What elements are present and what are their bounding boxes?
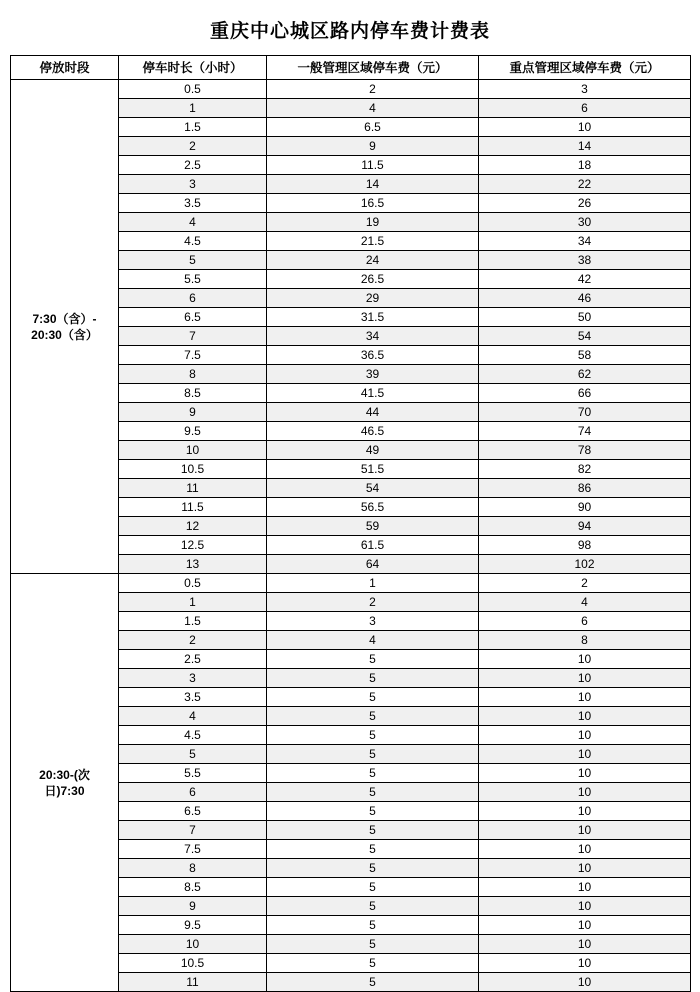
duration-cell: 11	[119, 973, 267, 992]
key-area-fee-cell: 3	[479, 80, 691, 99]
duration-cell: 11	[119, 479, 267, 498]
general-area-fee-cell: 5	[267, 878, 479, 897]
header-row	[11, 56, 691, 80]
key-area-fee-cell: 14	[479, 137, 691, 156]
duration-cell: 8.5	[119, 384, 267, 403]
key-area-fee-cell: 10	[479, 745, 691, 764]
general-area-fee-cell: 3	[267, 612, 479, 631]
general-area-fee-cell: 5	[267, 897, 479, 916]
duration-cell: 6	[119, 289, 267, 308]
column-header-period: 停放时段	[11, 56, 119, 80]
general-area-fee-cell: 19	[267, 213, 479, 232]
key-area-fee-cell: 54	[479, 327, 691, 346]
key-area-fee-cell: 6	[479, 612, 691, 631]
duration-cell: 12.5	[119, 536, 267, 555]
duration-cell: 1	[119, 593, 267, 612]
key-area-fee-cell: 10	[479, 707, 691, 726]
table-row	[11, 80, 691, 99]
key-area-fee-cell: 10	[479, 859, 691, 878]
column-header-general-area-fee: 一般管理区域停车费（元）	[267, 56, 479, 80]
duration-cell: 1.5	[119, 118, 267, 137]
parking-fee-table	[10, 55, 691, 992]
key-area-fee-cell: 10	[479, 688, 691, 707]
duration-cell: 6.5	[119, 308, 267, 327]
duration-cell: 8.5	[119, 878, 267, 897]
general-area-fee-cell: 64	[267, 555, 479, 574]
general-area-fee-cell: 5	[267, 745, 479, 764]
duration-cell: 7	[119, 327, 267, 346]
general-area-fee-cell: 11.5	[267, 156, 479, 175]
general-area-fee-cell: 5	[267, 783, 479, 802]
duration-cell: 6.5	[119, 802, 267, 821]
key-area-fee-cell: 10	[479, 802, 691, 821]
key-area-fee-cell: 74	[479, 422, 691, 441]
duration-cell: 5	[119, 745, 267, 764]
duration-cell: 10.5	[119, 954, 267, 973]
general-area-fee-cell: 5	[267, 688, 479, 707]
duration-cell: 4.5	[119, 232, 267, 251]
key-area-fee-cell: 38	[479, 251, 691, 270]
key-area-fee-cell: 10	[479, 916, 691, 935]
table-header	[11, 56, 691, 80]
column-header-duration: 停车时长（小时）	[119, 56, 267, 80]
table-body	[11, 80, 691, 992]
duration-cell: 7	[119, 821, 267, 840]
duration-cell: 8	[119, 365, 267, 384]
key-area-fee-cell: 50	[479, 308, 691, 327]
column-header-key-area-fee: 重点管理区域停车费（元）	[479, 56, 691, 80]
page-title: 重庆中心城区路内停车费计费表	[209, 21, 490, 42]
table-row	[11, 574, 691, 593]
general-area-fee-cell: 5	[267, 859, 479, 878]
general-area-fee-cell: 51.5	[267, 460, 479, 479]
duration-cell: 4	[119, 707, 267, 726]
general-area-fee-cell: 6.5	[267, 118, 479, 137]
key-area-fee-cell: 6	[479, 99, 691, 118]
general-area-fee-cell: 5	[267, 935, 479, 954]
duration-cell: 1	[119, 99, 267, 118]
general-area-fee-cell: 21.5	[267, 232, 479, 251]
key-area-fee-cell: 10	[479, 897, 691, 916]
key-area-fee-cell: 18	[479, 156, 691, 175]
key-area-fee-cell: 102	[479, 555, 691, 574]
general-area-fee-cell: 9	[267, 137, 479, 156]
duration-cell: 0.5	[119, 80, 267, 99]
general-area-fee-cell: 4	[267, 631, 479, 650]
general-area-fee-cell: 34	[267, 327, 479, 346]
key-area-fee-cell: 10	[479, 935, 691, 954]
key-area-fee-cell: 34	[479, 232, 691, 251]
general-area-fee-cell: 59	[267, 517, 479, 536]
general-area-fee-cell: 26.5	[267, 270, 479, 289]
general-area-fee-cell: 5	[267, 650, 479, 669]
general-area-fee-cell: 5	[267, 764, 479, 783]
general-area-fee-cell: 5	[267, 802, 479, 821]
key-area-fee-cell: 78	[479, 441, 691, 460]
general-area-fee-cell: 5	[267, 821, 479, 840]
duration-cell: 13	[119, 555, 267, 574]
key-area-fee-cell: 10	[479, 821, 691, 840]
duration-cell: 10	[119, 441, 267, 460]
key-area-fee-cell: 10	[479, 840, 691, 859]
duration-cell: 7.5	[119, 346, 267, 365]
duration-cell: 3	[119, 669, 267, 688]
key-area-fee-cell: 62	[479, 365, 691, 384]
key-area-fee-cell: 58	[479, 346, 691, 365]
general-area-fee-cell: 39	[267, 365, 479, 384]
key-area-fee-cell: 46	[479, 289, 691, 308]
general-area-fee-cell: 29	[267, 289, 479, 308]
general-area-fee-cell: 54	[267, 479, 479, 498]
duration-cell: 4.5	[119, 726, 267, 745]
duration-cell: 2.5	[119, 156, 267, 175]
general-area-fee-cell: 16.5	[267, 194, 479, 213]
key-area-fee-cell: 10	[479, 118, 691, 137]
duration-cell: 2	[119, 631, 267, 650]
general-area-fee-cell: 36.5	[267, 346, 479, 365]
duration-cell: 12	[119, 517, 267, 536]
general-area-fee-cell: 5	[267, 707, 479, 726]
duration-cell: 11.5	[119, 498, 267, 517]
duration-cell: 9	[119, 403, 267, 422]
duration-cell: 3.5	[119, 194, 267, 213]
key-area-fee-cell: 26	[479, 194, 691, 213]
key-area-fee-cell: 10	[479, 650, 691, 669]
duration-cell: 6	[119, 783, 267, 802]
period-cell: 20:30-(次 日)7:30	[11, 574, 119, 992]
duration-cell: 10.5	[119, 460, 267, 479]
key-area-fee-cell: 90	[479, 498, 691, 517]
general-area-fee-cell: 2	[267, 80, 479, 99]
key-area-fee-cell: 86	[479, 479, 691, 498]
general-area-fee-cell: 1	[267, 574, 479, 593]
key-area-fee-cell: 82	[479, 460, 691, 479]
key-area-fee-cell: 10	[479, 783, 691, 802]
duration-cell: 4	[119, 213, 267, 232]
key-area-fee-cell: 10	[479, 973, 691, 992]
general-area-fee-cell: 5	[267, 669, 479, 688]
key-area-fee-cell: 10	[479, 726, 691, 745]
duration-cell: 3.5	[119, 688, 267, 707]
key-area-fee-cell: 30	[479, 213, 691, 232]
general-area-fee-cell: 14	[267, 175, 479, 194]
duration-cell: 9	[119, 897, 267, 916]
general-area-fee-cell: 41.5	[267, 384, 479, 403]
duration-cell: 5.5	[119, 764, 267, 783]
key-area-fee-cell: 70	[479, 403, 691, 422]
general-area-fee-cell: 2	[267, 593, 479, 612]
general-area-fee-cell: 5	[267, 916, 479, 935]
duration-cell: 7.5	[119, 840, 267, 859]
duration-cell: 8	[119, 859, 267, 878]
duration-cell: 5	[119, 251, 267, 270]
key-area-fee-cell: 10	[479, 954, 691, 973]
general-area-fee-cell: 5	[267, 973, 479, 992]
key-area-fee-cell: 10	[479, 764, 691, 783]
duration-cell: 10	[119, 935, 267, 954]
key-area-fee-cell: 98	[479, 536, 691, 555]
key-area-fee-cell: 10	[479, 669, 691, 688]
duration-cell: 3	[119, 175, 267, 194]
duration-cell: 1.5	[119, 612, 267, 631]
general-area-fee-cell: 4	[267, 99, 479, 118]
period-cell: 7:30（含）- 20:30（含）	[11, 80, 119, 574]
key-area-fee-cell: 2	[479, 574, 691, 593]
general-area-fee-cell: 5	[267, 954, 479, 973]
key-area-fee-cell: 4	[479, 593, 691, 612]
key-area-fee-cell: 22	[479, 175, 691, 194]
duration-cell: 2.5	[119, 650, 267, 669]
general-area-fee-cell: 31.5	[267, 308, 479, 327]
key-area-fee-cell: 8	[479, 631, 691, 650]
general-area-fee-cell: 46.5	[267, 422, 479, 441]
key-area-fee-cell: 94	[479, 517, 691, 536]
duration-cell: 0.5	[119, 574, 267, 593]
key-area-fee-cell: 10	[479, 878, 691, 897]
general-area-fee-cell: 24	[267, 251, 479, 270]
key-area-fee-cell: 66	[479, 384, 691, 403]
general-area-fee-cell: 49	[267, 441, 479, 460]
key-area-fee-cell: 42	[479, 270, 691, 289]
duration-cell: 9.5	[119, 422, 267, 441]
duration-cell: 9.5	[119, 916, 267, 935]
general-area-fee-cell: 56.5	[267, 498, 479, 517]
general-area-fee-cell: 44	[267, 403, 479, 422]
duration-cell: 2	[119, 137, 267, 156]
general-area-fee-cell: 61.5	[267, 536, 479, 555]
general-area-fee-cell: 5	[267, 840, 479, 859]
general-area-fee-cell: 5	[267, 726, 479, 745]
duration-cell: 5.5	[119, 270, 267, 289]
